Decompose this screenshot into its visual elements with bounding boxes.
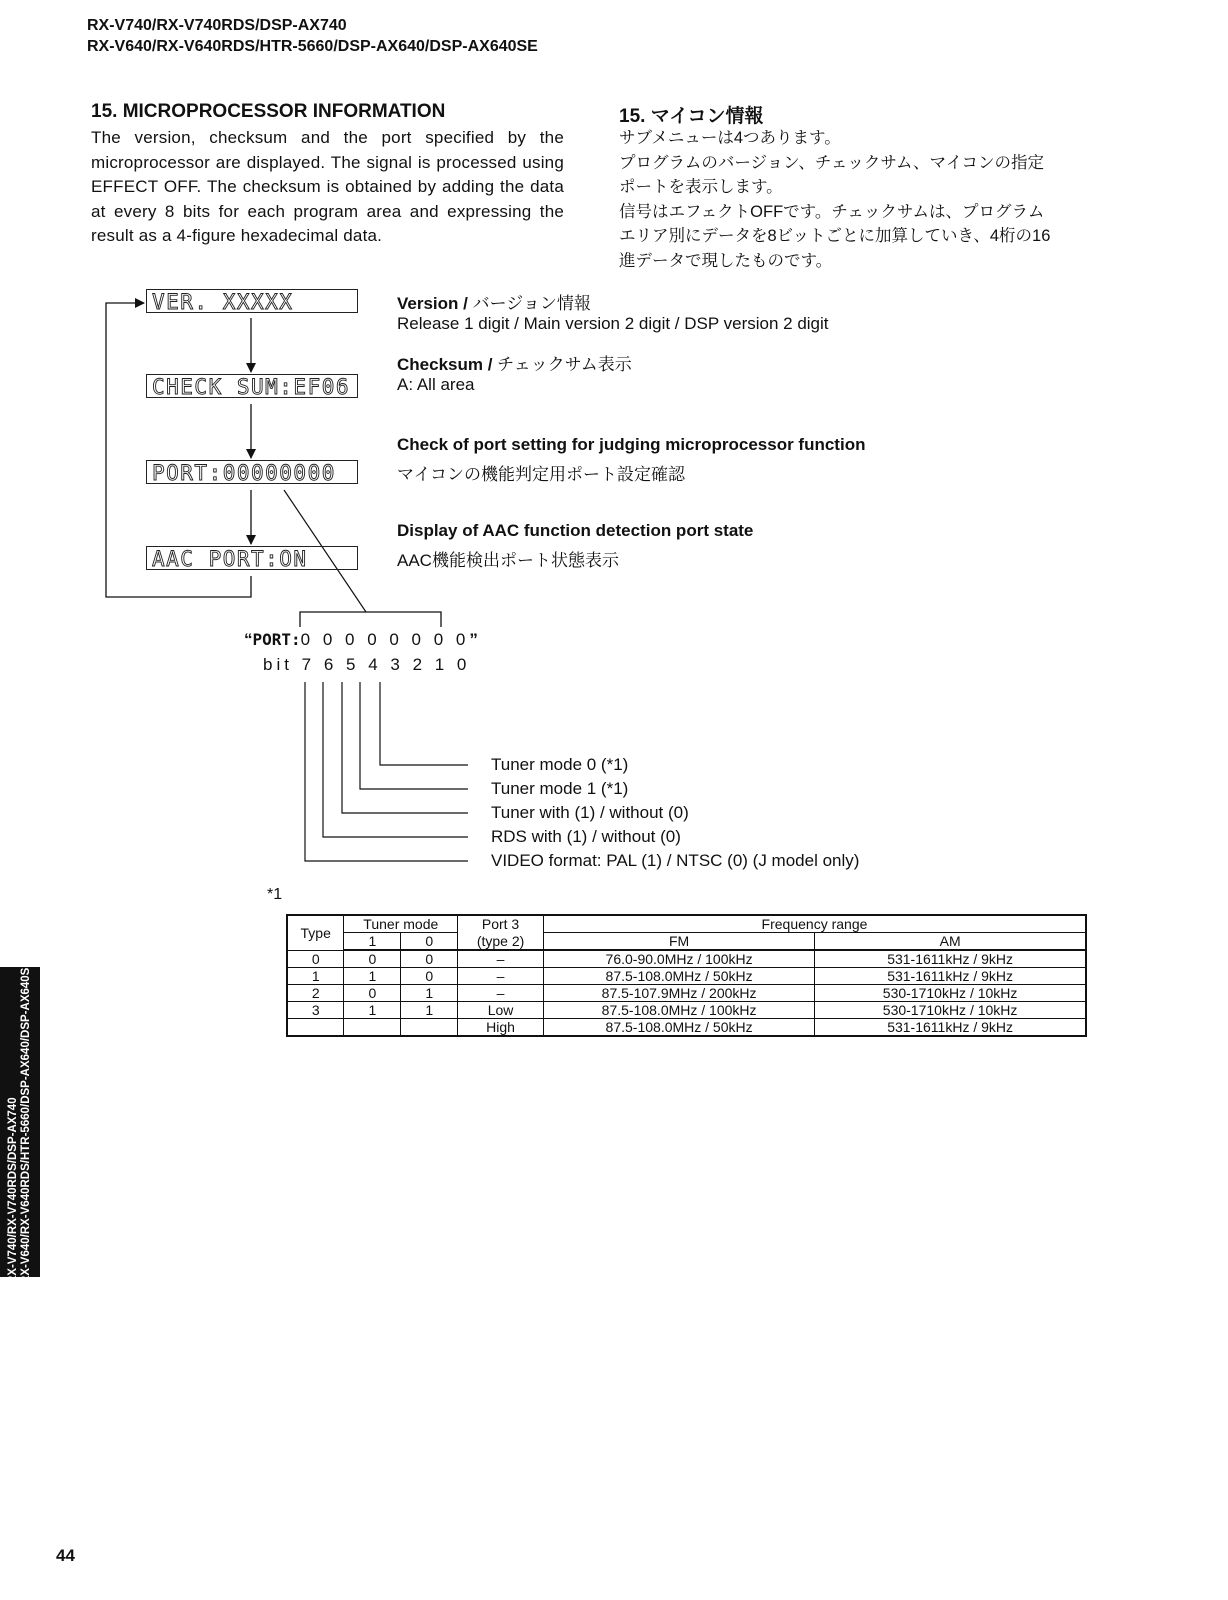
leader-bit1 <box>360 682 468 789</box>
checksum-display: CHECK SUM:EF06 <box>146 374 358 398</box>
cell-mode-1: 0 <box>344 985 401 1002</box>
leader-bit0 <box>380 682 468 765</box>
header-type2: (type 2) <box>458 933 544 951</box>
header-fm: FM <box>543 933 814 951</box>
checksum-description: A: All area <box>397 375 475 394</box>
cell-am: 531-1611kHz / 9kHz <box>815 968 1086 985</box>
jp-line: 信号はエフェクトOFFです。チェックサムは、プログラム <box>619 202 1045 221</box>
cell-mode-0 <box>401 1019 458 1037</box>
header-am: AM <box>815 933 1086 951</box>
cell-am: 531-1611kHz / 9kHz <box>815 950 1086 968</box>
port-prefix: PORT: <box>252 630 301 649</box>
cell-type: 1 <box>287 968 344 985</box>
bit3-description: RDS with (1) / without (0) <box>491 827 681 846</box>
section-body-en: The version, checksum and the port specified by the microprocessor are displayed. The signal is processed using EFFECT OFF. The checksum is obtained by adding the data at every 8 bits for each program area and expressing the result as a 4-figure hexadecimal data. <box>91 128 564 245</box>
jp-line: 進データで現したものです。 <box>619 251 833 270</box>
footnote-label: *1 <box>267 886 283 903</box>
cell-mode-1: 0 <box>344 950 401 968</box>
bit4-description: VIDEO format: PAL (1) / NTSC (0) (J model only) <box>491 851 860 870</box>
cell-am: 530-1710kHz / 10kHz <box>815 1002 1086 1019</box>
aac-port-display: AAC PORT:ON <box>146 546 358 570</box>
digits-bracket <box>300 612 441 627</box>
bit0-description: Tuner mode 0 (*1) <box>491 755 629 774</box>
version-display: VER. XXXXX <box>146 289 358 313</box>
table-header-row <box>287 915 1086 933</box>
table-row <box>287 950 1086 968</box>
cell-am: 530-1710kHz / 10kHz <box>815 985 1086 1002</box>
frequency-table <box>286 914 1087 1037</box>
header-type: Type <box>287 915 344 950</box>
side-tab-line-1: RX-V740/RX-V740RDS/DSP-AX740 <box>7 1097 19 1285</box>
aac-port-title: Display of AAC function detection port state <box>397 521 754 540</box>
cell-mode-0: 0 <box>401 968 458 985</box>
header-tuner-mode: Tuner mode <box>344 915 458 933</box>
cell-type: 3 <box>287 1002 344 1019</box>
cell-port3: – <box>458 985 544 1002</box>
cell-mode-1 <box>344 1019 401 1037</box>
jp-line: サブメニューは4つあります。 <box>619 129 841 147</box>
version-title: Version / <box>397 294 468 313</box>
side-tab-line-2: RX-V640/RX-V640RDS/HTR-5660/DSP-AX640/DSP-AX640SE <box>20 959 32 1285</box>
cell-fm: 87.5-108.0MHz / 50kHz <box>543 1019 814 1037</box>
jp-line: ポートを表示します。 <box>619 178 783 196</box>
cell-type <box>287 1019 344 1037</box>
cell-type: 2 <box>287 985 344 1002</box>
bit1-description: Tuner mode 1 (*1) <box>491 779 629 798</box>
section-title-jp: 15. マイコン情報 <box>619 106 764 127</box>
leader-bit4 <box>305 682 468 861</box>
side-tab-label <box>7 960 33 1284</box>
jp-line: エリア別にデータを8ビットごとに加算していき、4桁の16 <box>619 227 1051 245</box>
cell-mode-1: 1 <box>344 968 401 985</box>
cell-port3: Low <box>458 1002 544 1019</box>
bit-index-row: bit 7 6 5 4 3 2 1 0 <box>263 655 471 674</box>
port-display: PORT:00000000 <box>146 460 358 484</box>
version-title-jp: バージョン情報 <box>467 294 591 313</box>
header-frequency-range: Frequency range <box>543 915 1086 933</box>
checksum-label <box>397 350 632 375</box>
aac-port-title-jp: AAC機能検出ポート状態表示 <box>397 551 619 570</box>
cell-mode-0: 1 <box>401 985 458 1002</box>
cell-fm: 87.5-107.9MHz / 200kHz <box>543 985 814 1002</box>
page-number: 44 <box>56 1546 75 1565</box>
leader-bit3 <box>323 682 468 837</box>
port-check-title-jp: マイコンの機能判定用ポート設定確認 <box>397 465 685 484</box>
cell-port3: – <box>458 968 544 985</box>
checksum-title-jp: チェックサム表示 <box>492 355 632 374</box>
leader-bit2 <box>342 682 468 813</box>
close-quote: ” <box>469 630 478 649</box>
header-mode-0: 0 <box>401 933 458 951</box>
header-mode-1: 1 <box>344 933 401 951</box>
table-row <box>287 1019 1086 1037</box>
port-check-title: Check of port setting for judging microprocessor function <box>397 435 866 454</box>
cell-fm: 76.0-90.0MHz / 100kHz <box>543 950 814 968</box>
cell-fm: 87.5-108.0MHz / 50kHz <box>543 968 814 985</box>
bit2-description: Tuner with (1) / without (0) <box>491 803 689 822</box>
table-row <box>287 968 1086 985</box>
checksum-title: Checksum / <box>397 355 493 374</box>
cell-mode-0: 1 <box>401 1002 458 1019</box>
header-port3: Port 3 <box>458 915 544 933</box>
section-title-en: 15. MICROPROCESSOR INFORMATION <box>91 101 446 122</box>
header-model-line-2: RX-V640/RX-V640RDS/HTR-5660/DSP-AX640/DSP-AX640SE <box>87 38 538 55</box>
port-bits-value <box>244 630 478 650</box>
cell-port3: High <box>458 1019 544 1037</box>
open-quote: “ <box>244 630 253 649</box>
table-row <box>287 985 1086 1002</box>
version-label <box>397 289 591 314</box>
cell-mode-1: 1 <box>344 1002 401 1019</box>
cell-mode-0: 0 <box>401 950 458 968</box>
header-model-line-1: RX-V740/RX-V740RDS/DSP-AX740 <box>87 17 347 34</box>
table-subheader-row <box>287 933 1086 951</box>
table-row <box>287 1002 1086 1019</box>
cell-fm: 87.5-108.0MHz / 100kHz <box>543 1002 814 1019</box>
jp-line: プログラムのバージョン、チェックサム、マイコンの指定 <box>619 153 1045 172</box>
version-description: Release 1 digit / Main version 2 digit / DSP version 2 digit <box>397 314 829 333</box>
cell-am: 531-1611kHz / 9kHz <box>815 1019 1086 1037</box>
port-digits: 0 0 0 0 0 0 0 0 <box>300 630 470 649</box>
cell-port3: – <box>458 950 544 968</box>
cell-type: 0 <box>287 950 344 968</box>
